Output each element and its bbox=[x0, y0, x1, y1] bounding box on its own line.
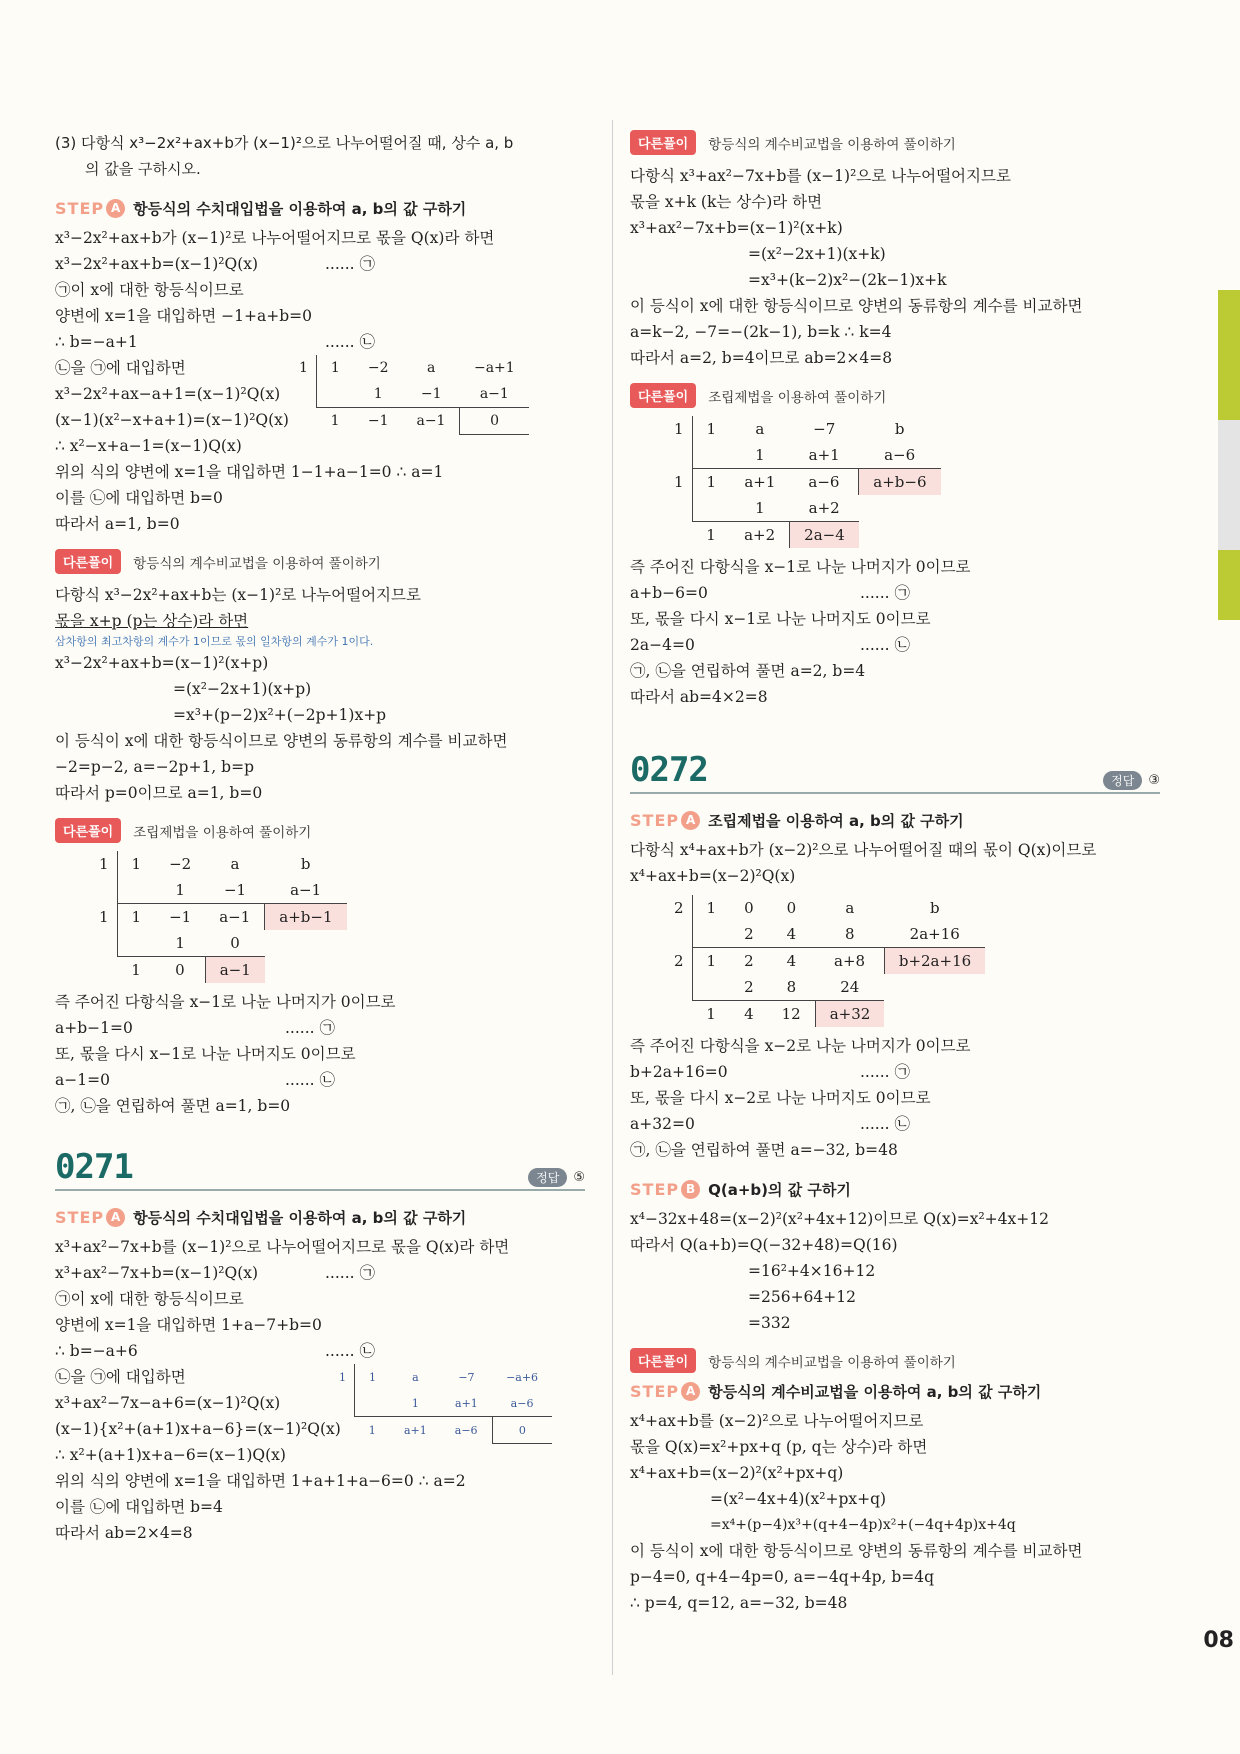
solution-line: 다항식 x⁴+ax+b가 (x−2)²으로 나누어떨어질 때의 몫이 Q(x)이므로 bbox=[630, 841, 1097, 859]
solution-line: 위의 식의 양변에 x=1을 대입하면 1+a+1+a−6=0 ∴ a=2 bbox=[55, 1472, 466, 1490]
solution-line: =(x²−2x+1)(x+p) bbox=[173, 680, 312, 698]
solution-line: a+b−6=0 ...... ㉠ bbox=[630, 584, 910, 602]
solution-line: x³−2x²+ax+b가 (x−1)²로 나누어떨어지므로 몫을 Q(x)라 하면 bbox=[55, 229, 495, 247]
solution-line: 즉 주어진 다항식을 x−1로 나눈 나머지가 0이므로 bbox=[630, 558, 971, 576]
synthetic-division-block bbox=[55, 1364, 585, 1468]
solution-line: 즉 주어진 다항식을 x−1로 나눈 나머지가 0이므로 bbox=[55, 993, 396, 1011]
alt-solution-heading: 다른풀이 항등식의 계수비교법을 이용하여 풀이하기 bbox=[630, 130, 1160, 155]
solution-line: 이 등식이 x에 대한 항등식이므로 양변의 동류항의 계수를 비교하면 bbox=[630, 1542, 1083, 1560]
column-divider bbox=[612, 120, 613, 1675]
solution-line: x³+ax²−7x+b=(x−1)²(x+k) bbox=[630, 219, 843, 237]
solution-line: 몫을 x+p (p는 상수)라 하면 bbox=[55, 612, 249, 630]
solution-line: p−4=0, q+4−4p=0, a=−4q+4p, b=4q bbox=[630, 1568, 935, 1586]
solution-line: =x³+(p−2)x²+(−2p+1)x+p bbox=[173, 706, 387, 724]
step-b-heading: STEP B Q(a+b)의 값 구하기 bbox=[630, 1180, 851, 1199]
solution-line: x⁴−32x+48=(x−2)²(x²+4x+12)이므로 Q(x)=x²+4x+12 bbox=[630, 1210, 1049, 1228]
solution-line: 이를 ㉡에 대입하면 b=0 bbox=[55, 489, 223, 507]
synthetic-division-block bbox=[55, 355, 585, 459]
solution-line: ∴ b=−a+1 ...... ㉡ bbox=[55, 333, 375, 351]
solution-line: 따라서 Q(a+b)=Q(−32+48)=Q(16) bbox=[630, 1236, 898, 1254]
solution-line: 다항식 x³−2x²+ax+b는 (x−1)²로 나누어떨어지므로 bbox=[55, 586, 421, 604]
solution-line: =332 bbox=[748, 1314, 791, 1332]
solution-line: 따라서 ab=2×4=8 bbox=[55, 1524, 193, 1542]
solution-line: a+32=0 ...... ㉡ bbox=[630, 1115, 910, 1133]
solution-line: =(x²−2x+1)(x+k) bbox=[748, 245, 886, 263]
solution-line: ㉡을 ㉠에 대입하면 bbox=[55, 359, 186, 377]
solution-line: 양변에 x=1을 대입하면 1+a−7+b=0 bbox=[55, 1316, 322, 1334]
solution-line: ㉠이 x에 대한 항등식이므로 bbox=[55, 281, 244, 299]
solution-line: 따라서 p=0이므로 a=1, b=0 bbox=[55, 784, 263, 802]
solution-line: a−1=0 ...... ㉡ bbox=[55, 1071, 335, 1089]
page-number: 08 bbox=[1203, 1628, 1234, 1653]
solution-line: 이를 ㉡에 대입하면 b=4 bbox=[55, 1498, 223, 1516]
solution-line: (x−1){x²+(a+1)x+a−6}=(x−1)²Q(x) bbox=[55, 1420, 341, 1438]
solution-line: ㉠, ㉡을 연립하여 풀면 a=1, b=0 bbox=[55, 1097, 291, 1115]
solution-line: 몫을 x+k (k는 상수)라 하면 bbox=[630, 193, 823, 211]
solution-line: b+2a+16=0 ...... ㉠ bbox=[630, 1063, 910, 1081]
solution-line: −2=p−2, a=−2p+1, b=p bbox=[55, 758, 254, 776]
alt-solution-heading: 다른풀이 조립제법을 이용하여 풀이하기 bbox=[55, 818, 585, 843]
solution-line: 따라서 a=2, b=4이므로 ab=2×4=8 bbox=[630, 349, 893, 367]
right-column bbox=[630, 130, 1160, 1616]
solution-line: (x−1)(x²−x+a+1)=(x−1)²Q(x) bbox=[55, 411, 289, 429]
solution-line: a+b−1=0 ...... ㉠ bbox=[55, 1019, 335, 1037]
left-column bbox=[55, 130, 585, 1546]
synthetic-division-table: 1 1 a −7 b 1 a+1 a−6 1 1 a+1 a−6 a+b−6 1 a+2 1 a+2 2a−4 bbox=[660, 416, 941, 548]
solution-line: 이 등식이 x에 대한 항등식이므로 양변의 동류항의 계수를 비교하면 bbox=[55, 732, 508, 750]
solution-line: ∴ x²−x+a−1=(x−1)Q(x) bbox=[55, 437, 242, 455]
problem-header-0271: 0271 정답 ⑤ bbox=[55, 1147, 585, 1191]
solution-line: 양변에 x=1을 대입하면 −1+a+b=0 bbox=[55, 307, 312, 325]
solution-line: x⁴+ax+b=(x−2)²Q(x) bbox=[630, 867, 796, 885]
solution-line: ㉠이 x에 대한 항등식이므로 bbox=[55, 1290, 244, 1308]
solution-line: 따라서 ab=4×2=8 bbox=[630, 688, 768, 706]
solution-line: =256+64+12 bbox=[748, 1288, 856, 1306]
solution-line: ∴ b=−a+6 ...... ㉡ bbox=[55, 1342, 375, 1360]
solution-line: x⁴+ax+b=(x−2)²(x²+px+q) bbox=[630, 1464, 844, 1482]
problem-text: (3) 다항식 x³−2x²+ax+b가 (x−1)²으로 나누어떨어질 때, 상수 a, b bbox=[55, 134, 514, 152]
solution-line: x³+ax²−7x+b를 (x−1)²으로 나누어떨어지므로 몫을 Q(x)라 하면 bbox=[55, 1238, 510, 1256]
solution-line: =x⁴+(p−4)x³+(q+4−4p)x²+(−4q+4p)x+4q bbox=[710, 1517, 1016, 1533]
solution-line: ∴ p=4, q=12, a=−32, b=48 bbox=[630, 1594, 848, 1612]
solution-line: =(x²−4x+4)(x²+px+q) bbox=[710, 1490, 887, 1508]
synthetic-division-table: 1 1 a −7 −a+6 1 a+1 a−6 1 a+1 a−6 0 bbox=[325, 1364, 552, 1444]
solution-line: 다항식 x³+ax²−7x+b를 (x−1)²으로 나누어떨어지므로 bbox=[630, 167, 1011, 185]
solution-line: ㉠, ㉡을 연립하여 풀면 a=−32, b=48 bbox=[630, 1141, 898, 1159]
synthetic-division-table: 2 1 0 0 a b 2 4 8 2a+16 2 1 2 4 a+8 b+2a+16 2 8 24 1 4 12 a+32 bbox=[660, 895, 985, 1027]
alt-solution-heading: 다른풀이 조립제법을 이용하여 풀이하기 bbox=[630, 383, 1160, 408]
solution-line: ㉠, ㉡을 연립하여 풀면 a=2, b=4 bbox=[630, 662, 866, 680]
solution-line: 또, 몫을 다시 x−1로 나눈 나머지도 0이므로 bbox=[55, 1045, 356, 1063]
solution-line: 즉 주어진 다항식을 x−2로 나눈 나머지가 0이므로 bbox=[630, 1037, 971, 1055]
solution-line: 이 등식이 x에 대한 항등식이므로 양변의 동류항의 계수를 비교하면 bbox=[630, 297, 1083, 315]
step-a-heading: STEP A 조립제법을 이용하여 a, b의 값 구하기 bbox=[630, 811, 964, 830]
solution-line: 몫을 Q(x)=x²+px+q (p, q는 상수)라 하면 bbox=[630, 1438, 928, 1456]
step-a-heading: STEP A 항등식의 수치대입법을 이용하여 a, b의 값 구하기 bbox=[55, 1208, 467, 1227]
annotation-note: 삼차항의 최고차항의 계수가 1이므로 몫의 일차항의 계수가 1이다. bbox=[55, 635, 374, 648]
solution-line: ∴ x²+(a+1)x+a−6=(x−1)Q(x) bbox=[55, 1446, 286, 1464]
solution-line: ㉡을 ㉠에 대입하면 bbox=[55, 1368, 186, 1386]
solution-line: x³−2x²+ax−a+1=(x−1)²Q(x) bbox=[55, 385, 281, 403]
solution-line: x³+ax²−7x+b=(x−1)²Q(x) ...... ㉠ bbox=[55, 1264, 375, 1282]
solution-line: 따라서 a=1, b=0 bbox=[55, 515, 180, 533]
solution-line: x⁴+ax+b를 (x−2)²으로 나누어떨어지므로 bbox=[630, 1412, 924, 1430]
solution-line: 위의 식의 양변에 x=1을 대입하면 1−1+a−1=0 ∴ a=1 bbox=[55, 463, 444, 481]
solution-line: 2a−4=0 ...... ㉡ bbox=[630, 636, 910, 654]
alt-solution-heading: 다른풀이 항등식의 계수비교법을 이용하여 풀이하기 bbox=[630, 1348, 1160, 1373]
solution-line: x³−2x²+ax+b=(x−1)²Q(x) ...... ㉠ bbox=[55, 255, 375, 273]
step-a-heading: STEP A 항등식의 계수비교법을 이용하여 a, b의 값 구하기 bbox=[630, 1382, 1042, 1401]
solution-line: x³+ax²−7x−a+6=(x−1)²Q(x) bbox=[55, 1394, 281, 1412]
alt-solution-heading: 다른풀이 항등식의 계수비교법을 이용하여 풀이하기 bbox=[55, 549, 585, 574]
problem-header-0272: 0272 정답 ③ bbox=[630, 750, 1160, 794]
solution-line: =x³+(k−2)x²−(2k−1)x+k bbox=[748, 271, 947, 289]
problem-text: 의 값을 구하시오. bbox=[85, 160, 201, 178]
step-a-heading: STEP A 항등식의 수치대입법을 이용하여 a, b의 값 구하기 bbox=[55, 199, 467, 218]
solution-line: =16²+4×16+12 bbox=[748, 1262, 876, 1280]
chapter-tab-label bbox=[1218, 420, 1240, 550]
synthetic-division-table: 1 1 −2 a −a+1 1 −1 a−1 1 −1 a−1 0 bbox=[285, 355, 529, 435]
synthetic-division-table: 1 1 −2 a b 1 −1 a−1 1 1 −1 a−1 a+b−1 1 0 1 0 a−1 bbox=[85, 851, 347, 983]
solution-line: 또, 몫을 다시 x−2로 나눈 나머지도 0이므로 bbox=[630, 1089, 931, 1107]
solution-line: x³−2x²+ax+b=(x−1)²(x+p) bbox=[55, 654, 269, 672]
solution-line: 또, 몫을 다시 x−1로 나눈 나머지도 0이므로 bbox=[630, 610, 931, 628]
solution-line: a=k−2, −7=−(2k−1), b=k ∴ k=4 bbox=[630, 323, 892, 341]
